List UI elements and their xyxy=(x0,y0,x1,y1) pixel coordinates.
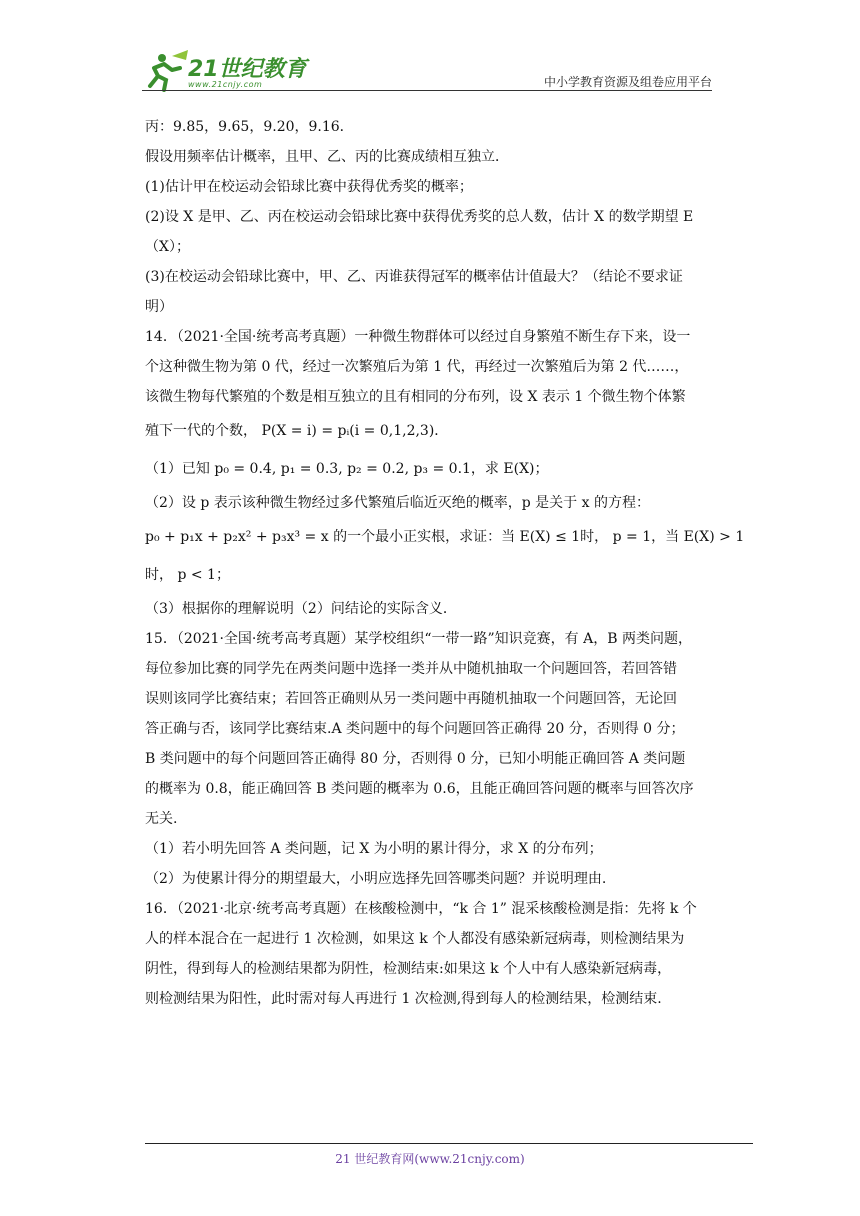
document-body xyxy=(145,112,745,1014)
platform-name: 中小学教育资源及组卷应用平台 xyxy=(543,75,712,89)
footer-divider xyxy=(145,1143,753,1144)
text-line: 答正确与否，该同学比赛结束.A 类问题中的每个问题回答正确得 20 分，否则得 0 分； xyxy=(145,721,685,737)
text-line: 人的样本混合在一起进行 1 次检测，如果这 k 个人都没有感染新冠病毒，则检测结果为 xyxy=(145,931,685,947)
text-line: (3)在校运动会铅球比赛中，甲、乙、丙谁获得冠军的概率估计值最大？（结论不要求证 xyxy=(145,269,683,285)
text-line: 误则该同学比赛结束；若回答正确则从另一类问题中再随机抽取一个问题回答，无论回 xyxy=(145,691,677,707)
logo-text: 21世纪教育 xyxy=(188,57,307,82)
text-line: 殖下一代的个数， P(X = i) = pᵢ(i = 0,1,2,3)． xyxy=(145,423,449,439)
text-line: 16．（2021·北京·统考高考真题）在核酸检测中，“k 合 1” 混采核酸检测是指：先将 k 个 xyxy=(145,901,697,917)
text-line: 该微生物每代繁殖的个数是相互独立的且有相同的分布列，设 X 表示 1 个微生物个体繁 xyxy=(145,389,686,405)
text-line: （1）已知 p₀ = 0.4, p₁ = 0.3, p₂ = 0.2, p₃ = 0.1，求 E(X)； xyxy=(145,461,549,477)
text-line: B 类问题中的每个问题回答正确得 80 分，否则得 0 分，已知小明能正确回答 A 类问题 xyxy=(145,751,686,767)
header-divider xyxy=(142,90,712,91)
text-line: 假设用频率估计概率，且甲、乙、丙的比赛成绩相互独立． xyxy=(145,149,509,165)
text-line: (2)设 X 是甲、乙、丙在校运动会铅球比赛中获得优秀奖的总人数，估计 X 的数学期望 E xyxy=(145,209,694,225)
text-line: 明） xyxy=(145,299,173,315)
logo xyxy=(142,46,317,94)
page-header xyxy=(142,40,712,96)
text-line: （2）设 p 表示该种微生物经过多代繁殖后临近灭绝的概率，p 是关于 x 的方程： xyxy=(145,495,650,511)
text-line: （2）为使累计得分的期望最大，小明应选择先回答哪类问题？并说明理由. xyxy=(145,871,607,887)
text-line: 个这种微生物为第 0 代，经过一次繁殖后为第 1 代，再经过一次繁殖后为第 2 代……， xyxy=(145,359,689,375)
text-line: 的概率为 0.8，能正确回答 B 类问题的概率为 0.6，且能正确回答问题的概率与回答次序 xyxy=(145,781,694,797)
text-line: 则检测结果为阳性，此时需对每人再进行 1 次检测,得到每人的检测结果，检测结束. xyxy=(145,991,662,1007)
text-line: 阴性，得到每人的检测结果都为阴性，检测结束:如果这 k 个人中有人感染新冠病毒， xyxy=(145,961,672,977)
logo-url: www.21cnjy.com xyxy=(188,80,263,89)
text-line: 时， p < 1； xyxy=(145,567,230,583)
text-line: (1)估计甲在校运动会铅球比赛中获得优秀奖的概率； xyxy=(145,179,473,195)
text-line: 丙：9.85，9.65，9.20，9.16． xyxy=(145,119,354,135)
text-line: 每位参加比赛的同学先在两类问题中选择一类并从中随机抽取一个问题回答，若回答错 xyxy=(145,661,677,677)
text-line: （X）； xyxy=(145,239,190,255)
text-line: 无关. xyxy=(145,811,178,827)
text-line: p₀ + p₁x + p₂x² + p₃x³ = x 的一个最小正实根，求证：当 E(X) ≤ 1时， p = 1，当 E(X) > 1 xyxy=(145,529,745,545)
text-line: （1）若小明先回答 A 类问题，记 X 为小明的累计得分，求 X 的分布列； xyxy=(145,841,603,857)
text-line: 14．（2021·全国·统考高考真题）一种微生物群体可以经过自身繁殖不断生存下来，设一 xyxy=(145,329,691,345)
text-line: 15．（2021·全国·统考高考真题）某学校组织“一带一路”知识竞赛，有 A，B 两类问题， xyxy=(145,631,692,647)
text-line: （3）根据你的理解说明（2）问结论的实际含义． xyxy=(145,601,457,617)
page-footer: 21 世纪教育网(www.21cnjy.com) xyxy=(335,1152,525,1166)
